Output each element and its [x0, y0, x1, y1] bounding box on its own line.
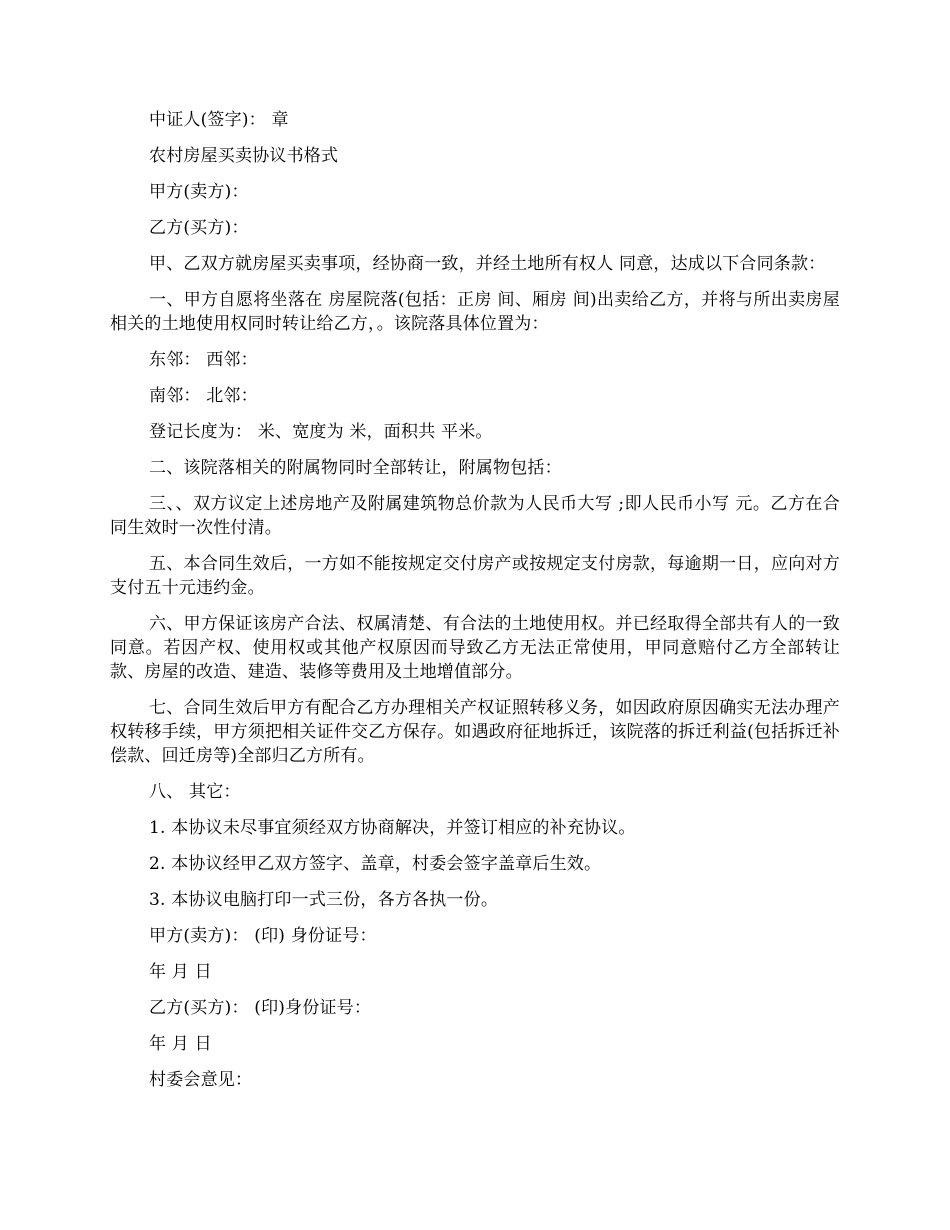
- clause-3-price: 三、、双方议定上述房地产及附属建筑物总价款为人民币大写 ;即人民币小写 元。乙方在合同生效时一次性付清。: [110, 494, 840, 538]
- party-b-buyer: 乙方(买方)：: [149, 218, 249, 238]
- other-item-1: 1. 本协议未尽事宜须经双方协商解决，并签订相应的补充协议。: [149, 818, 636, 838]
- party-b-date-line: 年 月 日: [149, 1034, 212, 1054]
- party-a-seller: 甲方(卖方)：: [149, 182, 249, 202]
- other-item-2: 2. 本协议经甲乙双方签字、盖章，村委会签字盖章后生效。: [149, 854, 602, 874]
- other-item-3: 3. 本协议电脑打印一式三份，各方各执一份。: [149, 890, 499, 910]
- party-a-date-line: 年 月 日: [149, 962, 212, 982]
- clause-2-attachments: 二、该院落相关的附属物同时全部转让，附属物包括：: [149, 458, 562, 478]
- clause-8-other: 八、 其它：: [149, 782, 241, 802]
- registered-dimensions: 登记长度为： 米、宽度为 米，面积共 平米。: [149, 422, 493, 442]
- party-a-signature-line: 甲方(卖方)： (印) 身份证号：: [149, 926, 377, 946]
- agreement-title: 农村房屋买卖协议书格式: [149, 146, 339, 166]
- clause-5-penalty: 五、本合同生效后，一方如不能按规定交付房产或按规定支付房款，每逾期一日，应向对方支付五十元违约金。: [110, 554, 840, 598]
- clause-7-title-transfer: 七、合同生效后甲方有配合乙方办理相关产权证照转移义务，如因政府原因确实无法办理产权转移手续，甲方须把相关证件交乙方保存。如遇政府征地拆迁，该院落的拆迁利益(包括拆迁补偿款、回迁房等)全部归乙方所有。: [110, 698, 840, 766]
- witness-signature-line: 中证人(签字)： 章: [149, 110, 289, 130]
- clause-1-property-transfer: 一、甲方自愿将坐落在 房屋院落(包括：正房 间、厢房 间)出卖给乙方，并将与所出卖房屋相关的土地使用权同时转让给乙方，。该院落具体位置为：: [110, 290, 840, 334]
- document-body: [110, 108, 840, 1104]
- village-committee-opinion: 村委会意见：: [149, 1070, 253, 1090]
- neighbors-south-north: 南邻： 北邻：: [149, 386, 258, 406]
- agreement-preamble: 甲、乙双方就房屋买卖事项，经协商一致，并经土地所有权人 同意，达成以下合同条款：: [149, 254, 826, 274]
- clause-6-warranty: 六、甲方保证该房产合法、权属清楚、有合法的土地使用权。并已经取得全部共有人的一致同意。若因产权、使用权或其他产权原因而导致乙方无法正常使用，甲同意赔付乙方全部转让款、房屋的改造、建造、装修等费用及土地增值部分。: [110, 614, 840, 682]
- party-b-signature-line: 乙方(买方)： (印)身份证号：: [149, 998, 372, 1018]
- neighbors-east-west: 东邻： 西邻：: [149, 350, 258, 370]
